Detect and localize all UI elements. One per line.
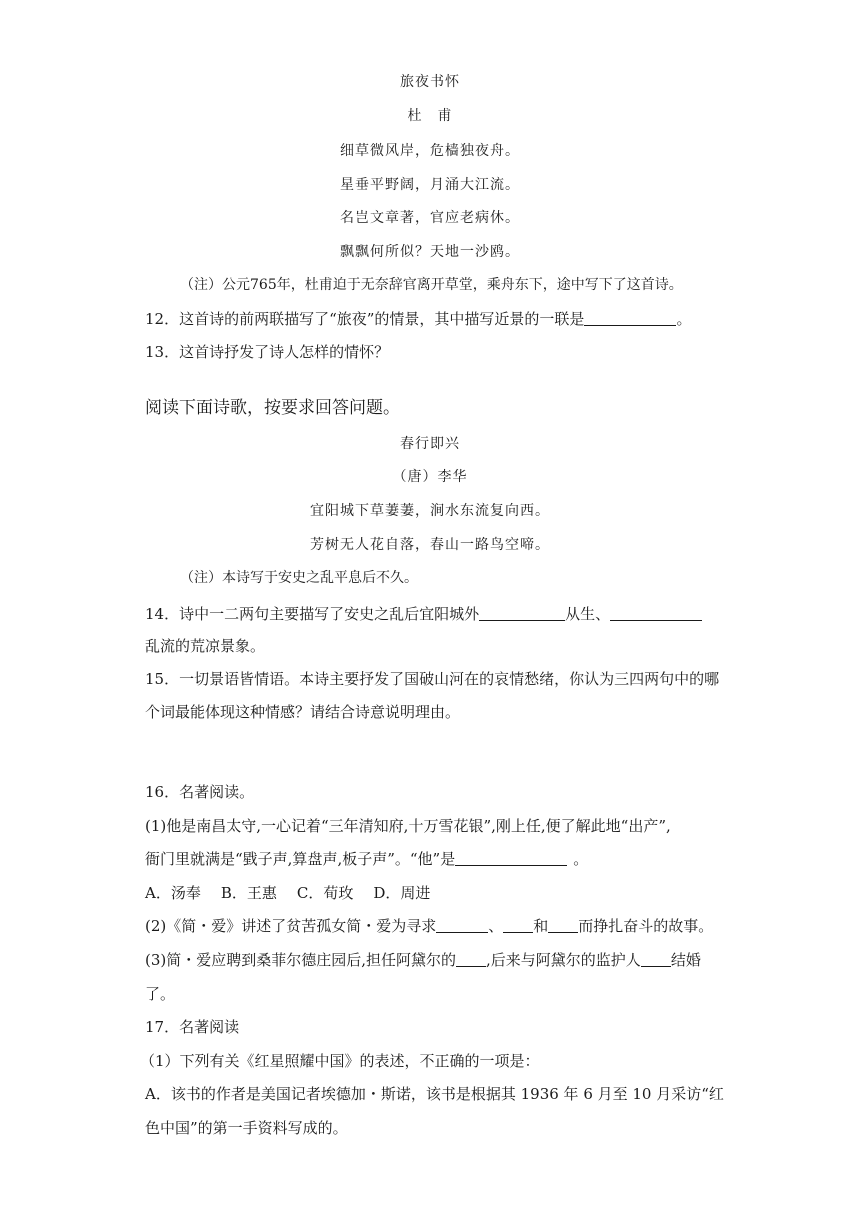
answer-blank[interactable] [503, 917, 533, 933]
poem1-author: 杜 甫 [407, 108, 453, 124]
poem1-note: （注）公元765年，杜甫迫于无奈辞官离开草堂，乘舟东下，途中写下了这首诗。 [180, 277, 683, 293]
question-12-end: 。 [676, 310, 692, 328]
section-intro: 阅读下面诗歌，按要求回答问题。 [145, 398, 400, 418]
option-d[interactable]: D．周进 [373, 884, 431, 902]
question-16-sub3-end: 结婚 [670, 951, 701, 969]
poem2-author: （唐）李华 [392, 469, 468, 485]
option-b[interactable]: B．王惠 [220, 884, 277, 902]
question-14-part2: 从生、 [565, 605, 611, 623]
question-16-sub3-text: (3)简・爱应聘到桑菲尔德庄园后,担任阿黛尔的 [145, 951, 457, 969]
question-16-sub3 [145, 950, 701, 970]
answer-blank[interactable] [584, 310, 676, 326]
question-13: 13．这首诗抒发了诗人怎样的情怀？ [145, 343, 390, 361]
answer-blank[interactable] [610, 605, 702, 621]
answer-blank[interactable] [455, 850, 567, 866]
connector-text: 和 [533, 917, 549, 935]
question-14-line2: 乱流的荒凉景象。 [145, 637, 266, 655]
question-16-sub3-line2: 了。 [145, 985, 176, 1003]
question-16-options [145, 883, 430, 903]
poem1-line-3: 名岂文章著，官应老病休。 [340, 210, 520, 226]
poem2-line-1: 宜阳城下草萋萋，涧水东流复向西。 [310, 503, 550, 519]
poem2-title: 春行即兴 [400, 436, 460, 452]
poem2-note: （注）本诗写于安史之乱平息后不久。 [180, 570, 418, 586]
answer-blank[interactable] [548, 917, 578, 933]
answer-blank[interactable] [479, 605, 565, 621]
question-12-text: 12．这首诗的前两联描写了“旅夜”的情景，其中描写近景的一联是 [145, 310, 585, 328]
poem1-line-4: 飘飘何所似？天地一沙鸥。 [340, 244, 520, 260]
answer-blank[interactable] [456, 951, 486, 967]
question-16-sub1-line2 [145, 849, 588, 869]
poem1-line-1: 细草微风岸，危樯独夜舟。 [340, 143, 520, 159]
question-14 [145, 604, 702, 624]
poem1-line-2: 星垂平野阔，月涌大江流。 [340, 177, 520, 193]
question-17-sub1: （1）下列有关《红星照耀中国》的表述，不正确的一项是： [140, 1052, 540, 1070]
question-17-option-a-line2: 色中国”的第一手资料写成的。 [145, 1119, 348, 1137]
question-16-sub2-text: (2)《简・爱》讲述了贫苦孤女简・爱为寻求 [145, 917, 437, 935]
question-12 [145, 309, 691, 329]
question-17-title: 17．名著阅读 [145, 1018, 240, 1036]
question-15-line2: 个词最能体现这种情感？请结合诗意说明理由。 [145, 703, 461, 721]
question-16-sub1-text: 衙门里就满是“戥子声,算盘声,板子声”。“他”是 [145, 850, 456, 868]
question-17-option-a-line1[interactable]: A．该书的作者是美国记者埃德加・斯诺，该书是根据其 1936 年 6 月至 10 月采访“红 [145, 1085, 724, 1103]
question-16-sub3-middle: ,后来与阿黛尔的监护人 [486, 951, 641, 969]
poem1-title: 旅夜书怀 [400, 74, 460, 90]
poem2-line-2: 芳树无人花自落，春山一路鸟空啼。 [310, 537, 550, 553]
question-16-title: 16．名著阅读。 [145, 783, 255, 801]
question-15-line1: 15．一切景语皆情语。本诗主要抒发了国破山河在的哀情愁绪，你认为三四两句中的哪 [145, 670, 720, 688]
question-16-sub2 [145, 916, 713, 936]
option-c[interactable]: C．荀玫 [296, 884, 354, 902]
question-16-sub1-end: 。 [573, 850, 589, 868]
question-14-part1: 14．诗中一二两句主要描写了安史之乱后宜阳城外 [145, 605, 480, 623]
answer-blank[interactable] [641, 951, 671, 967]
option-a[interactable]: A．汤奉 [145, 884, 201, 902]
question-16-sub1-line1: (1)他是南昌太守,一心记着“三年清知府,十万雪花银”,刚上任,便了解此地“出产”, [145, 817, 671, 835]
separator-text: 、 [488, 917, 504, 935]
answer-blank[interactable] [436, 917, 488, 933]
question-16-sub2-end: 而挣扎奋斗的故事。 [578, 917, 714, 935]
